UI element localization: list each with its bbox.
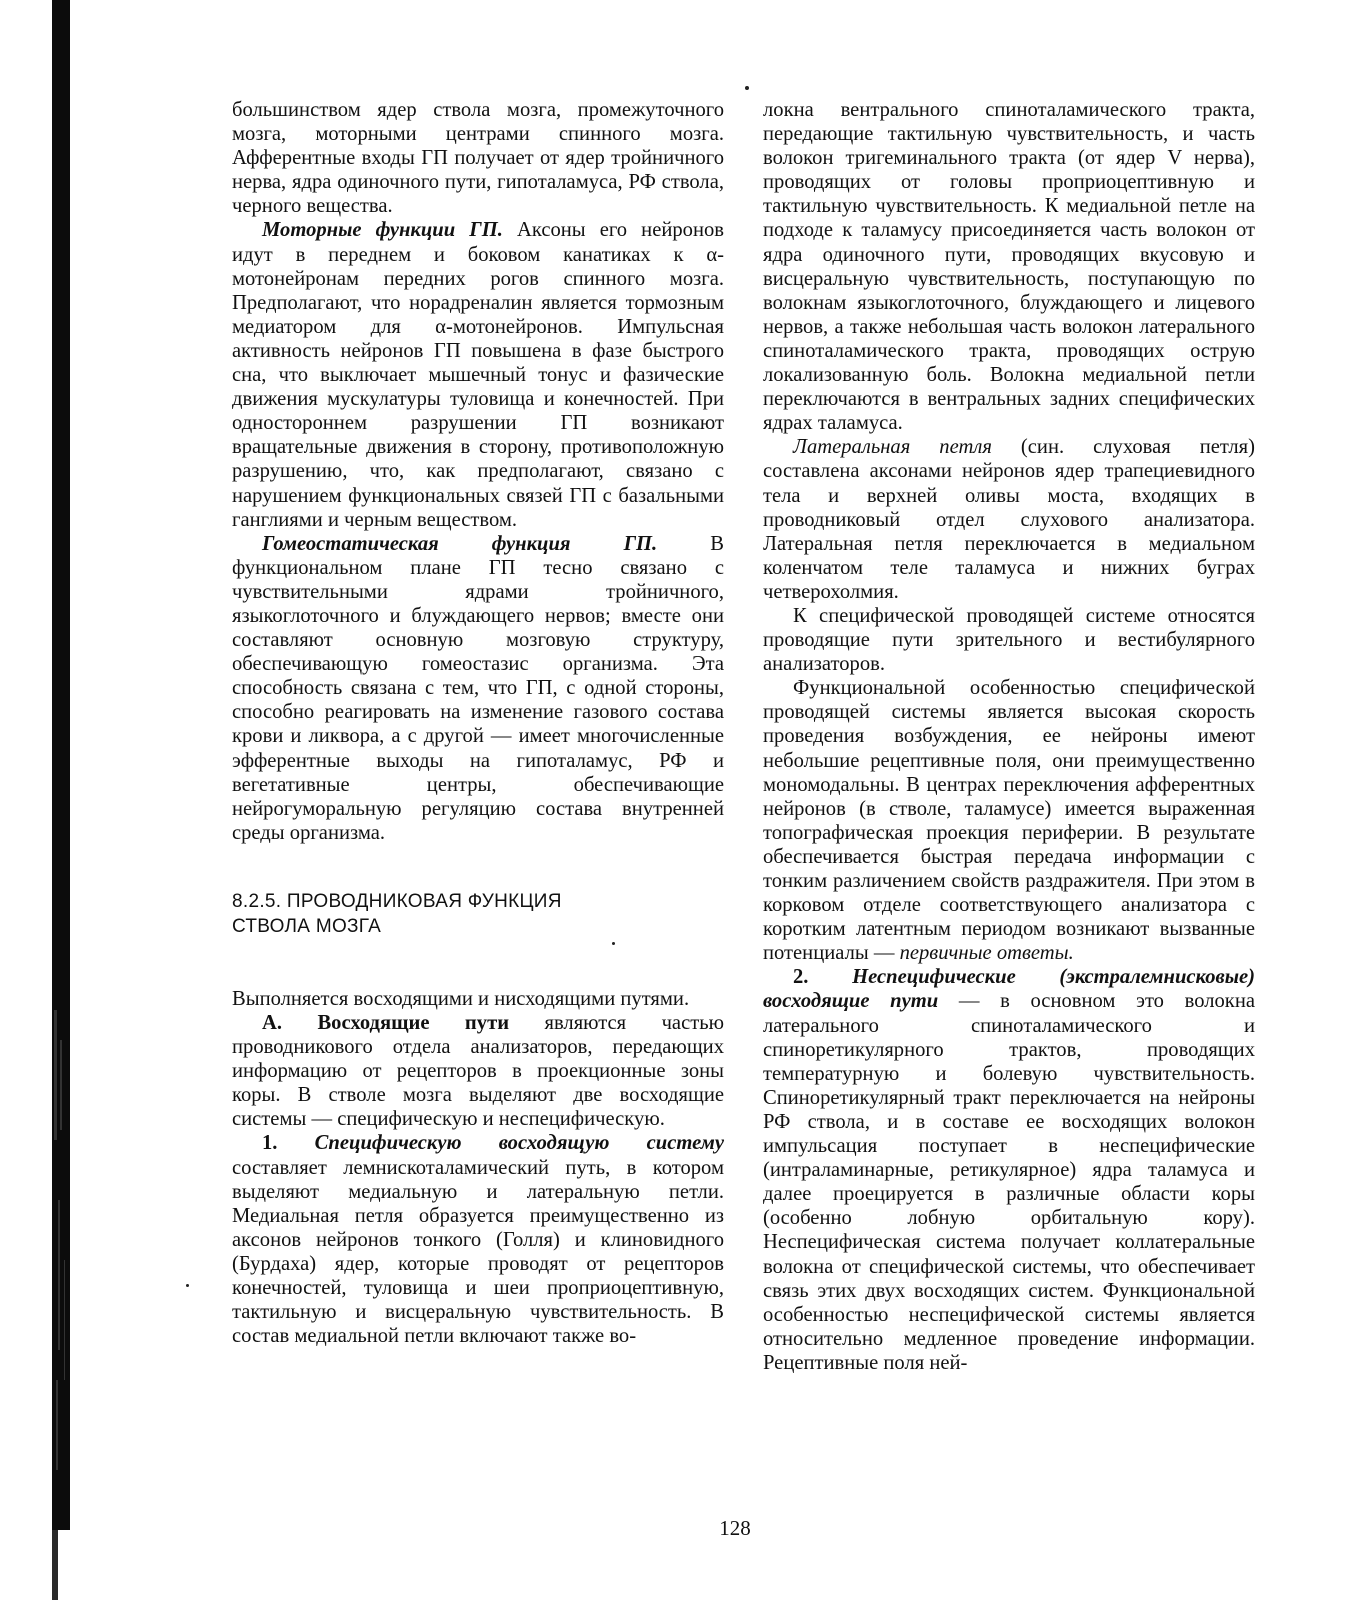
paragraph-lead: Специфическую восходящую систему <box>314 1132 724 1155</box>
paragraph-text: В функциональном плане ГП тесно связано с чувствительными ядрами тройничного, языкоглоточного и блуждающего нервов; вместе они составляют основную мозговую структуру, обеспечивающую гомеостазис организма. Эта способность связана с тем, что ГП, с одной стороны, способно реагировать на изменение газового состава крови и ликвора, а с другой — имеет многочисленные эфферентные выходы на гипоталамус, РФ и вегетативные центры, обеспечивающие нейрогуморальную регуляцию состава внутренней среды организма. <box>232 532 724 844</box>
paragraph-emphasis: первичные ответы. <box>899 942 1074 965</box>
list-number: 2. <box>793 966 853 989</box>
scan-speck <box>745 86 749 90</box>
paragraph: Выполняется восходящими и нисходящими путями. <box>232 987 690 1010</box>
paragraph-text: (син. слуховая петля) составлена аксонами нейронов ядер трапециевидного тела и верхней оливы моста, входящих в проводниковый отдел слухового анализатора. Латеральная петля переключается в медиальном коленчатом теле таламуса и нижних буграх четверохолмия. <box>763 436 1255 603</box>
section-heading-line1: 8.2.5. ПРОВОДНИКОВАЯ ФУНКЦИЯ <box>232 890 562 912</box>
paragraph-lead: А. Восходящие пути <box>262 1012 510 1034</box>
paragraph: большинством ядер ствола мозга, промежуточного мозга, моторными центрами спинного мозга. Афферентные входы ГП получает от ядер тройничного нерва, ядра одиночного пути, гипоталамуса, РФ ствола, черного вещества. <box>232 99 724 218</box>
paragraph-specific-features <box>763 676 1255 965</box>
paragraph-nonspecific-paths <box>763 965 1255 1375</box>
list-number: 1. <box>262 1132 315 1155</box>
paragraph-lead: Моторные функции ГП. <box>262 219 503 242</box>
paragraph-text: — в основном это волокна латерального спиноталамического и спиноретикулярного трактов, проводящих температурную и болевую чувствительность. Спиноретикулярный тракт переключается на нейроны РФ ствола, и в составе ее восходящих волокон импульсация поступает в неспецифические (интраламинарные, ретикулярное) ядра таламуса и далее проецируется в различные области коры (особенно лобную орбитальную кору). Неспецифическая система получает коллатеральные волокна от специфической системы, что обеспечивает связь этих двух восходящих систем. Функциональной особенностью неспецифической системы является относительно медленное проведение информации. Рецептивные поля ней- <box>763 990 1255 1374</box>
paragraph-specific-system <box>232 1131 724 1348</box>
binding-noise <box>44 1000 74 1480</box>
paragraph-ascending-paths <box>232 1011 724 1131</box>
paragraph-text: Функциональной особенностью специфической проводящей системы является высокая скорость проведения возбуждения, ее нейроны имеют небольшие рецептивные поля, они преимущественно мономодальны. В центрах переключения афферентных нейронов (в стволе, таламусе) имеется выраженная топографическая проекция периферии. В результате обеспечивается быстрая передача информации с тонким различением свойств раздражителя. При этом в корковом отделе соответствующего анализатора с коротким латентным периодом возникают вызванные потенциалы — <box>763 677 1255 965</box>
paragraph-lead: Латеральная петля <box>793 436 992 459</box>
left-text-column <box>232 98 724 1348</box>
right-text-column <box>763 98 1255 1375</box>
paragraph: локна вентрального спиноталамического тракта, передающие тактильную чувствительность, и часть волокон тригеминального тракта (от ядер V нерва), проводящих от головы проприоцептивную и тактильную чувствительность. К медиальной петле на подходе к таламусу присоединяется часть волокон от ядра одиночного пути, проводящих вкусовую и висцеральную чувствительность, поступающую по волокнам языкоглоточного, блуждающего и лицевого нервов, а также небольшая часть волокон латерального спиноталамического тракта, проводящих острую локализованную боль. Волокна медиальной петли переключаются в вентральных задних специфических ядрах таламуса. <box>763 99 1255 435</box>
section-heading <box>232 889 724 939</box>
page-number: 128 <box>719 1516 751 1540</box>
paragraph-text: составляет лемнискоталамический путь, в котором выделяют медиальную и латеральную петли. Медиальная петля образуется преимущественно из аксонов нейронов тонкого (Голля) и клиновидного (Бурдаха) ядер, которые проводят от рецепторов конечностей, туловища и шеи проприоцептивную, тактильную и висцеральную чувствительность. В состав медиальной петли включают также во- <box>232 1156 724 1348</box>
paragraph-homeostatic-function <box>232 532 724 845</box>
paragraph-motor-functions <box>232 218 724 531</box>
paragraph-text: Аксоны его нейронов идут в переднем и боковом канатиках к α-мотонейронам передних рогов спинного мозга. Предполагают, что норадреналин является тормозным медиатором для α-мотонейронов. Импульсная активность нейронов ГП повышена в фазе быстрого сна, что выключает мышечный тонус и фазические движения мускулатуры туловища и конечностей. При одностороннем разрушении ГП возникают вращательные движения в сторону, противоположную разрушению, что, как предполагают, связано с нарушением функциональных связей ГП с базальными ганглиями и черным веществом. <box>232 219 724 531</box>
paragraph-text: являются частью проводникового отдела анализаторов, передающих информацию от рецепторов в проекционные зоны коры. В стволе мозга выделяют две восходящие системы — специфическую и неспецифическую. <box>232 1012 724 1131</box>
section-heading-line2: СТВОЛА МОЗГА <box>232 915 382 937</box>
paragraph-lead: Гомеостатическая функция ГП. <box>262 532 658 555</box>
paragraph-lead: Неспецифические (экстралемнисковые) восходящие пути <box>763 966 1255 1013</box>
scan-speck <box>186 1284 189 1287</box>
paragraph-lateral-loop <box>763 435 1255 604</box>
paragraph: К специфической проводящей системе относятся проводящие пути зрительного и вестибулярного анализаторов. <box>763 604 1255 676</box>
